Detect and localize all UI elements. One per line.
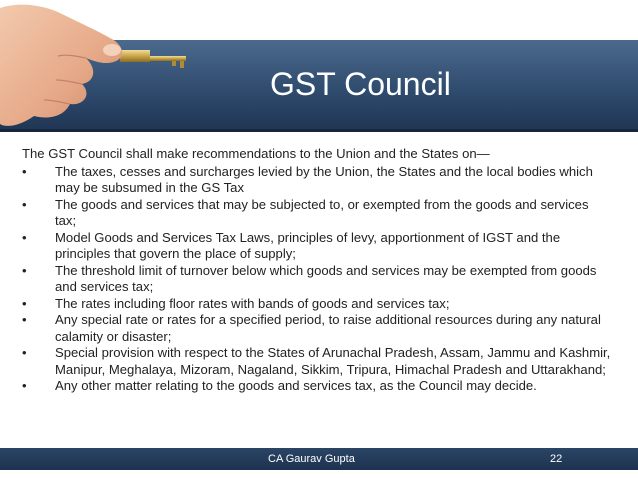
slide-body <box>22 146 612 395</box>
bullet-icon: • <box>22 312 27 327</box>
bullet-icon: • <box>22 196 27 212</box>
list-item <box>22 378 612 395</box>
list-item-text: The goods and services that may be subjected to, or exempted from the goods and services tax; <box>55 196 589 228</box>
bullet-icon: • <box>22 163 27 179</box>
list-item <box>22 312 612 345</box>
list-item <box>22 164 612 197</box>
list-item-text: The taxes, cesses and surcharges levied by the Union, the States and the local bodies which may be subsumed in the GS Tax <box>55 163 593 195</box>
hand-holding-key-icon <box>0 0 200 132</box>
bullet-icon: • <box>22 262 27 278</box>
list-item <box>22 230 612 263</box>
bullet-icon: • <box>22 229 27 245</box>
list-item <box>22 197 612 230</box>
footer-author: CA Gaurav Gupta <box>268 453 355 465</box>
bullet-list <box>22 164 612 395</box>
bullet-icon: • <box>22 295 27 311</box>
page-number: 22 <box>550 453 563 465</box>
list-item <box>22 296 612 313</box>
bullet-icon: • <box>22 378 27 393</box>
list-item <box>22 263 612 296</box>
list-item-text: Special provision with respect to the States of Arunachal Pradesh, Assam, Jammu and Kashmir, Manipur, Meghalaya, Mizoram, Nagaland, Sikkim, Tripura, Himachal Pradesh and Uttarakhand; <box>55 345 611 377</box>
list-item-text: Any special rate or rates for a specified period, to raise additional resources during any natural calamity or disaster; <box>55 312 601 344</box>
bullet-icon: • <box>22 345 27 360</box>
slide-title: GST Council <box>270 66 451 102</box>
intro-text: The GST Council shall make recommendations to the Union and the States on— <box>22 146 490 161</box>
list-item-text: The threshold limit of turnover below which goods and services may be exempted from goods and services tax; <box>55 262 597 294</box>
list-item-text: The rates including floor rates with bands of goods and services tax; <box>55 295 450 311</box>
list-item-text: Model Goods and Services Tax Laws, principles of levy, apportionment of IGST and the principles that govern the place of supply; <box>55 229 561 261</box>
list-item <box>22 345 612 378</box>
list-item-text: Any other matter relating to the goods and services tax, as the Council may decide. <box>55 378 537 393</box>
